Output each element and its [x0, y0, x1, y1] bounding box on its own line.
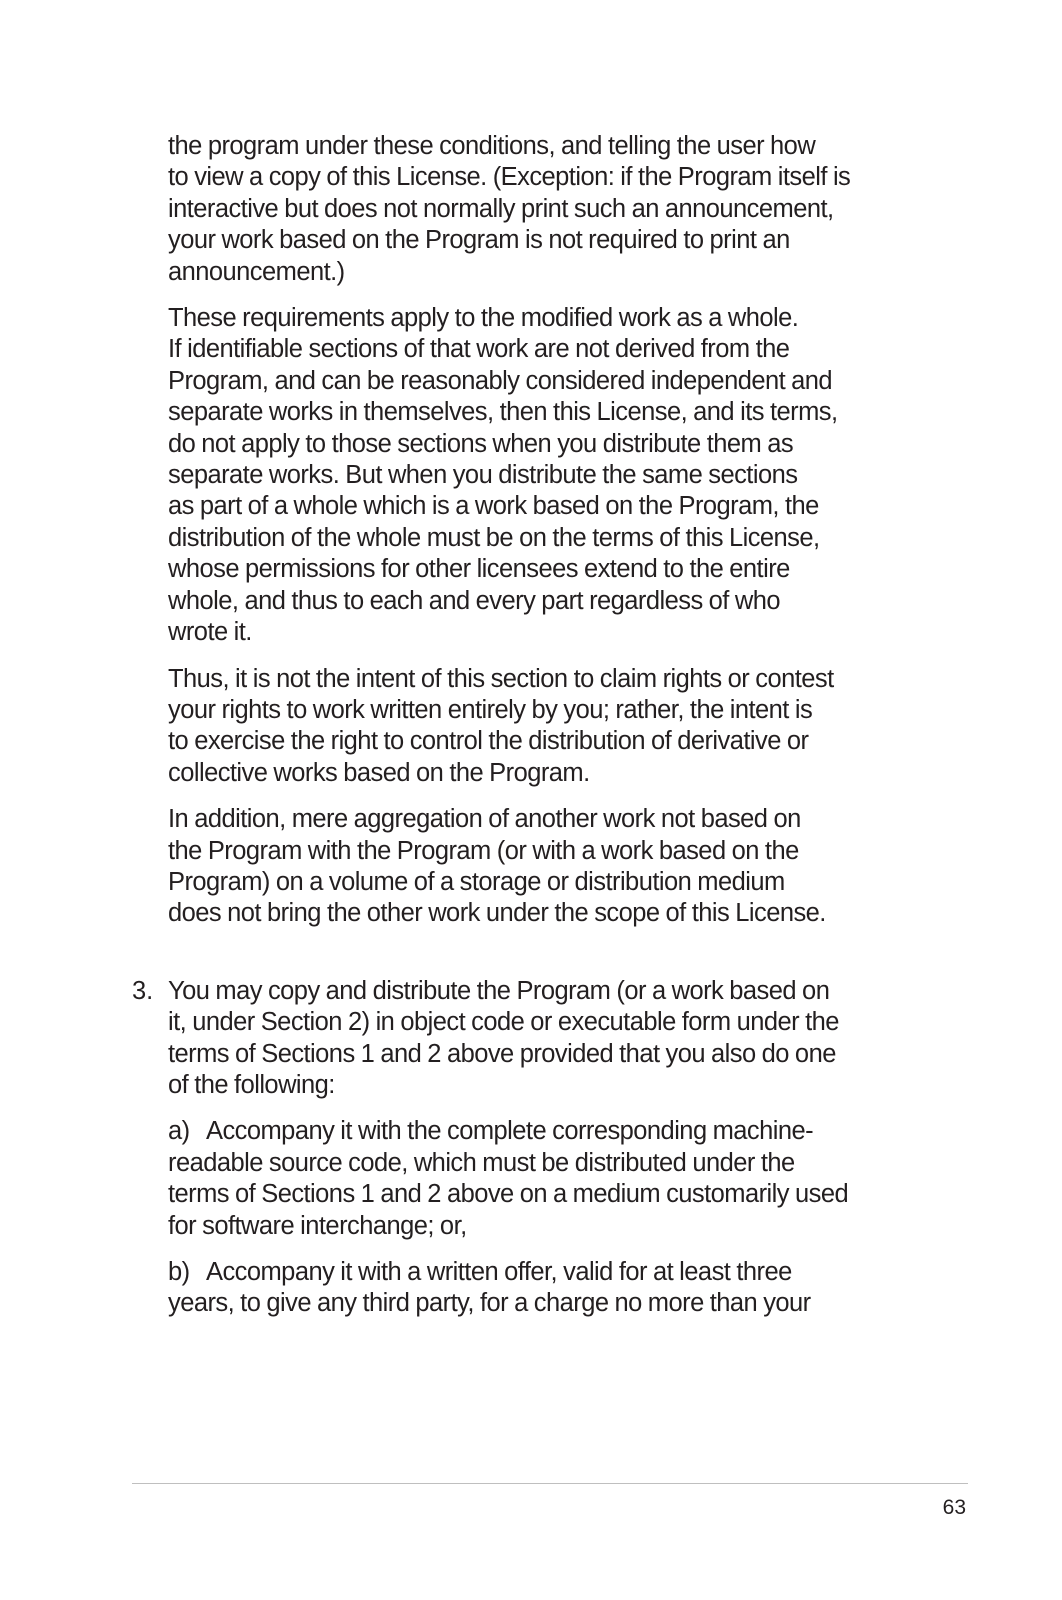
text-line: of the following: — [168, 1070, 335, 1099]
text-line: whose permissions for other licensees extend to the entire — [168, 555, 790, 584]
text-line: your work based on the Program is not required to print an — [168, 226, 790, 255]
text-line: years, to give any third party, for a charge no more than your — [168, 1289, 811, 1318]
text-line: distribution of the whole must be on the terms of this License, — [168, 523, 820, 552]
text-line: it, under Section 2) in object code or executable form under the — [168, 1008, 839, 1037]
text-line: whole, and thus to each and every part regardless of who — [168, 586, 781, 615]
footer-divider — [132, 1483, 968, 1484]
text-line: Program, and can be reasonably considered independent and — [168, 366, 833, 395]
sub-item-b — [168, 1257, 928, 1320]
text-line — [168, 1257, 928, 1288]
text-line: the program under these conditions, and telling the user how — [168, 132, 816, 160]
text-line: your rights to work written entirely by you; rather, the intent is — [168, 695, 813, 724]
text-line-content: Accompany it with the complete corresponding machine- — [206, 1117, 814, 1146]
text-line: the Program with the Program (or with a work based on the — [168, 836, 799, 865]
text-line: collective works based on the Program. — [168, 758, 590, 787]
text-line: to exercise the right to control the distribution of derivative or — [168, 727, 809, 756]
section-3 — [132, 976, 928, 1320]
text-line: terms of Sections 1 and 2 above provided that you also do one — [168, 1039, 836, 1068]
text-line: wrote it. — [168, 618, 252, 647]
text-line: separate works. But when you distribute the same sections — [168, 461, 798, 490]
text-line: does not bring the other work under the scope of this License. — [168, 899, 826, 928]
text-line: You may copy and distribute the Program (or a work based on — [168, 976, 830, 1005]
text-line: interactive but does not normally print such an announcement, — [168, 194, 834, 223]
text-line: announcement.) — [168, 257, 345, 286]
text-line: to view a copy of this License. (Exception: if the Program itself is — [168, 163, 851, 192]
sub-item-a — [168, 1116, 928, 1242]
text-line: as part of a whole which is a work based on the Program, the — [168, 492, 819, 521]
section-3-intro — [168, 976, 928, 1102]
text-line: Program) on a volume of a storage or distribution medium — [168, 867, 785, 896]
text-line: These requirements apply to the modified work as a whole. — [168, 304, 799, 333]
page-number: 63 — [942, 1496, 966, 1519]
sub-item-marker: b) — [168, 1258, 190, 1286]
text-line: do not apply to those sections when you distribute them as — [168, 429, 794, 458]
paragraph-announcement — [168, 131, 928, 288]
list-number: 3. — [132, 976, 154, 1005]
sub-item-marker: a) — [168, 1117, 190, 1146]
paragraph-aggregation — [168, 804, 928, 930]
text-line — [168, 1116, 928, 1147]
paragraph-intent — [168, 664, 928, 790]
page-body — [132, 131, 928, 1335]
text-line: separate works in themselves, then this License, and its terms, — [168, 398, 838, 427]
text-line: In addition, mere aggregation of another work not based on — [168, 805, 801, 834]
paragraph-requirements — [168, 303, 928, 648]
text-line: terms of Sections 1 and 2 above on a medium customarily used — [168, 1180, 849, 1209]
text-line: for software interchange; or, — [168, 1211, 467, 1240]
text-line: readable source code, which must be distributed under the — [168, 1148, 795, 1177]
text-line-content: Accompany it with a written offer, valid for at least three — [206, 1258, 792, 1286]
text-line: If identifiable sections of that work are not derived from the — [168, 335, 790, 364]
text-line: Thus, it is not the intent of this section to claim rights or contest — [168, 664, 834, 693]
